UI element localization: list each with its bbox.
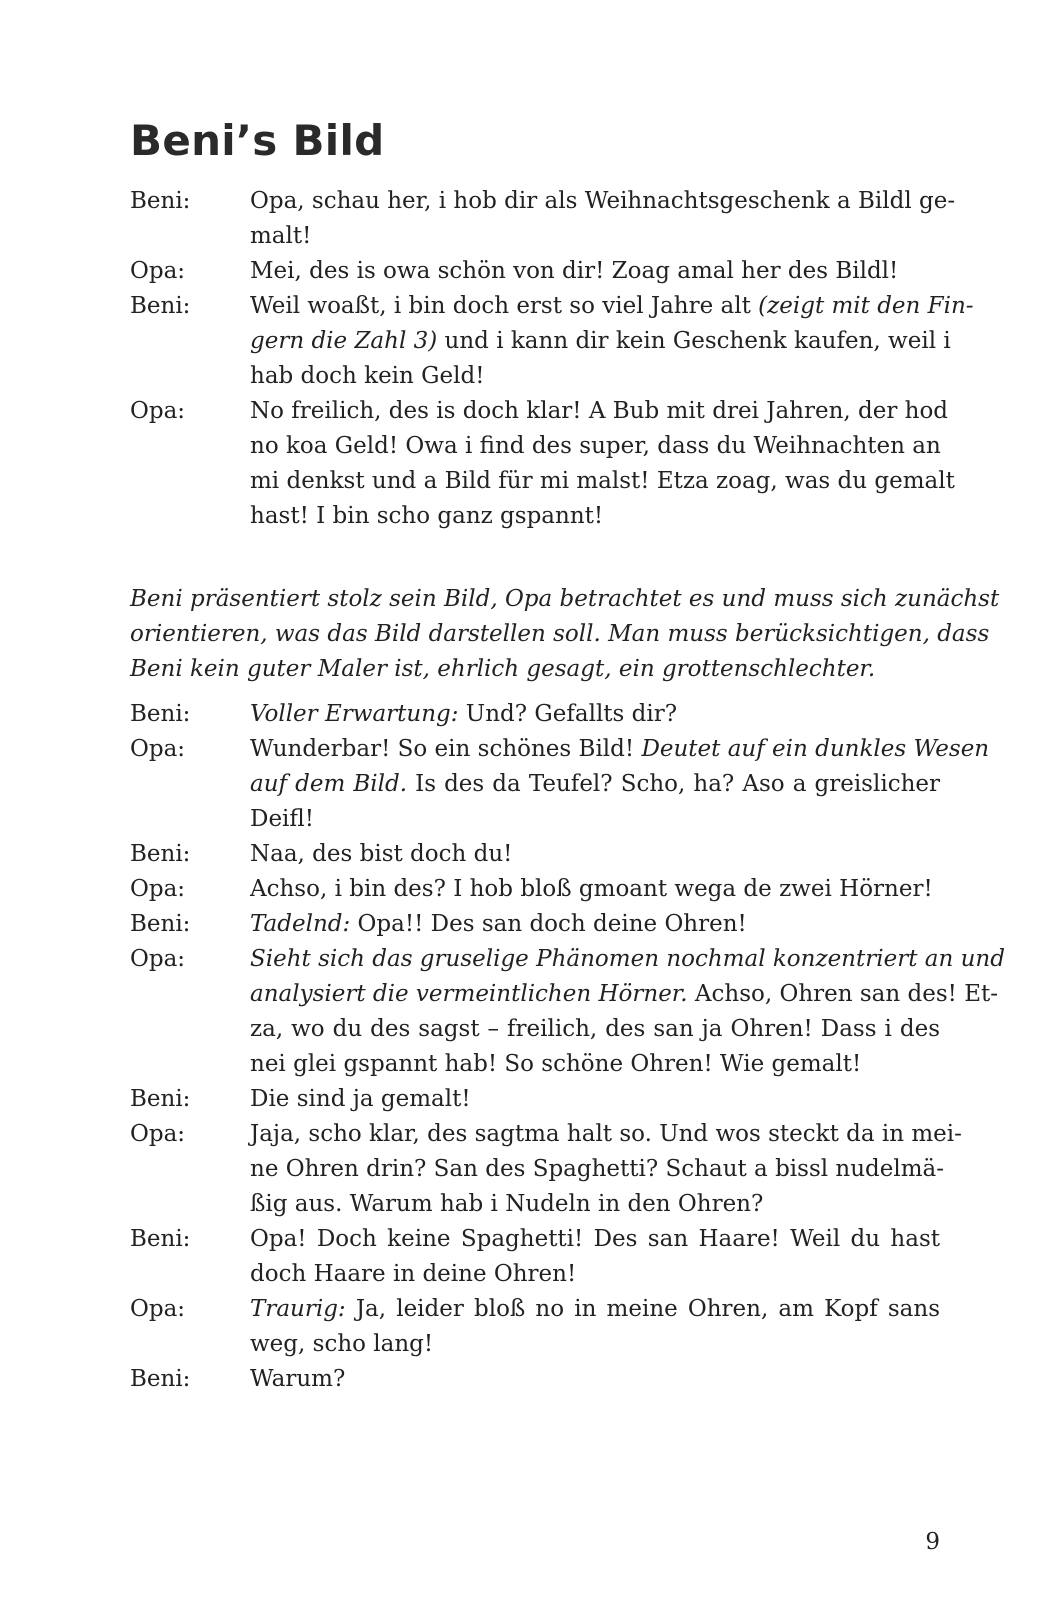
dialogue-text <box>250 1222 940 1257</box>
stage-note-text: analysiert die vermeintlichen Hörner. <box>250 981 688 1007</box>
stage-note-text: Voller Erwartung: <box>250 701 459 727</box>
stage-direction-line <box>130 617 990 652</box>
spoken-text: und i kann dir kein Geschenk kaufen, weil i <box>437 328 951 354</box>
stage-note-text: Deutet auf ein dunkles Wesen <box>641 736 990 762</box>
dialogue-text <box>250 219 940 254</box>
speaker-label: Beni: <box>130 1086 191 1112</box>
dialogue-line <box>130 907 940 942</box>
dialogue-text <box>250 1012 940 1047</box>
spoken-text: ßig aus. Warum hab i Nudeln in den Ohren? <box>250 1191 764 1217</box>
dialogue-text <box>250 767 940 802</box>
dialogue-text <box>250 499 940 534</box>
dialogue-section-1 <box>130 184 974 534</box>
spoken-text: Achso, Ohren san des! Et- <box>687 981 999 1007</box>
spoken-text: hast! I bin scho ganz gspannt! <box>250 503 604 529</box>
spoken-text: Wunderbar! So ein schönes Bild! <box>250 736 642 762</box>
spoken-text: ne Ohren drin? San des Spaghetti? Schaut a bissl nudelmä- <box>250 1156 945 1182</box>
dialogue-line <box>130 1047 940 1082</box>
stage-note-text: auf dem Bild. <box>250 771 408 797</box>
spoken-text: No freilich, des is doch klar! A Bub mit drei Jahren, der hod <box>250 398 949 424</box>
dialogue-text <box>250 942 1005 977</box>
stage-direction-line <box>130 582 1000 617</box>
stage-direction-line <box>130 652 940 687</box>
dialogue-text <box>250 802 940 837</box>
stage-direction <box>130 582 1000 687</box>
dialogue-line <box>130 289 974 324</box>
spoken-text: Jaja, scho klar, des sagtma halt so. Und wos steckt da in mei- <box>250 1121 962 1147</box>
stage-direction-text: orientieren, was das Bild darstellen soll. Man muss berücksichtigen, dass <box>130 621 990 647</box>
dialogue-section-2 <box>130 697 1005 1397</box>
dialogue-line <box>130 732 990 767</box>
dialogue-line <box>130 697 940 732</box>
dialogue-line <box>130 394 949 429</box>
dialogue-line <box>130 872 940 907</box>
speaker-label: Opa: <box>130 1121 186 1147</box>
stage-note-text: Traurig: <box>250 1296 346 1322</box>
spoken-text: Mei, des is owa schön von dir! Zoag amal her des Bildl! <box>250 258 899 284</box>
dialogue-text <box>250 1082 940 1117</box>
speaker-label: Beni: <box>130 1226 191 1252</box>
dialogue-text <box>250 1187 940 1222</box>
spoken-text: hab doch kein Geld! <box>250 363 485 389</box>
spoken-text: malt! <box>250 223 312 249</box>
speaker-label: Opa: <box>130 946 186 972</box>
speaker-label: Opa: <box>130 1296 186 1322</box>
speaker-label: Beni: <box>130 841 191 867</box>
stage-direction-text: Beni präsentiert stolz sein Bild, Opa betrachtet es und muss sich zunächst <box>130 586 1000 612</box>
speaker-label: Opa: <box>130 258 186 284</box>
dialogue-text <box>250 872 940 907</box>
dialogue-text <box>250 732 990 767</box>
spoken-text: Opa!! Des san doch deine Ohren! <box>350 911 747 937</box>
speaker-label: Opa: <box>130 736 186 762</box>
dialogue-text <box>250 907 940 942</box>
dialogue-text <box>250 254 940 289</box>
spoken-text: nei glei gspannt hab! So schöne Ohren! Wie gemalt! <box>250 1051 862 1077</box>
dialogue-text <box>250 359 940 394</box>
speaker-label: Beni: <box>130 1366 191 1392</box>
dialogue-line <box>130 1187 940 1222</box>
dialogue-text <box>250 1292 940 1327</box>
dialogue-text <box>250 1152 945 1187</box>
speaker-label: Beni: <box>130 293 191 319</box>
dialogue-text <box>250 1362 940 1397</box>
dialogue-line <box>130 802 940 837</box>
spoken-text: Warum? <box>250 1366 346 1392</box>
dialogue-text <box>250 1047 940 1082</box>
dialogue-text <box>250 184 956 219</box>
dialogue-line <box>130 219 940 254</box>
page-title: Beni’s Bild <box>130 116 385 165</box>
dialogue-line <box>130 1117 962 1152</box>
stage-note-text: Sieht sich das gruselige Phänomen nochmal konzentriert an und <box>250 946 1005 972</box>
dialogue-line <box>130 1292 940 1327</box>
dialogue-line <box>130 254 940 289</box>
spoken-text: mi denkst und a Bild für mi malst! Etza zoag, was du gemalt <box>250 468 955 494</box>
dialogue-line <box>130 942 1005 977</box>
dialogue-text <box>250 1327 940 1362</box>
stage-note-text: gern die Zahl 3) <box>250 328 438 354</box>
spoken-text: Weil woaßt, i bin doch erst so viel Jahre alt <box>250 293 759 319</box>
stage-note-text: Tadelnd: <box>250 911 351 937</box>
stage-note-text: (zeigt mit den Fin- <box>758 293 974 319</box>
dialogue-text <box>250 837 940 872</box>
spoken-text: Naa, des bist doch du! <box>250 841 513 867</box>
dialogue-line <box>130 429 940 464</box>
speaker-label: Beni: <box>130 701 191 727</box>
speaker-label: Opa: <box>130 876 186 902</box>
dialogue-text <box>250 289 974 324</box>
spoken-text: Opa, schau her, i hob dir als Weihnachtsgeschenk a Bildl ge- <box>250 188 956 214</box>
dialogue-line <box>130 977 999 1012</box>
speaker-label: Opa: <box>130 398 186 424</box>
spoken-text: Und? Gefallts dir? <box>458 701 678 727</box>
dialogue-text <box>250 1117 962 1152</box>
dialogue-text <box>250 429 940 464</box>
spoken-text: no koa Geld! Owa i find des super, dass du Weihnachten an <box>250 433 941 459</box>
speaker-label: Beni: <box>130 188 191 214</box>
dialogue-line <box>130 767 940 802</box>
dialogue-line <box>130 1082 940 1117</box>
dialogue-line <box>130 1327 940 1362</box>
spoken-text: weg, scho lang! <box>250 1331 434 1357</box>
dialogue-text <box>250 464 955 499</box>
dialogue-line <box>130 837 940 872</box>
dialogue-line <box>130 1222 940 1257</box>
stage-direction-text: Beni kein guter Maler ist, ehrlich gesagt, ein grottenschlechter. <box>130 656 876 682</box>
spoken-text: Achso, i bin des? I hob bloß gmoant wega de zwei Hörner! <box>250 876 933 902</box>
speaker-label: Beni: <box>130 911 191 937</box>
page-number: 9 <box>925 1529 940 1555</box>
dialogue-line <box>130 1257 940 1292</box>
spoken-text: doch Haare in deine Ohren! <box>250 1261 577 1287</box>
dialogue-text <box>250 1257 940 1292</box>
spoken-text: Ja, leider bloß no in meine Ohren, am Kopf sans <box>345 1296 940 1322</box>
dialogue-text <box>250 977 999 1012</box>
dialogue-line <box>130 324 951 359</box>
dialogue-line <box>130 184 956 219</box>
dialogue-text <box>250 324 951 359</box>
dialogue-line <box>130 1152 945 1187</box>
dialogue-line <box>130 1012 940 1047</box>
dialogue-line <box>130 359 940 394</box>
spoken-text: Die sind ja gemalt! <box>250 1086 471 1112</box>
dialogue-line <box>130 464 955 499</box>
spoken-text: za, wo du des sagst – freilich, des san ja Ohren! Dass i des <box>250 1016 940 1042</box>
dialogue-line <box>130 1362 940 1397</box>
spoken-text: Opa! Doch keine Spaghetti! Des san Haare! Weil du hast <box>250 1226 940 1252</box>
spoken-text: Deifl! <box>250 806 314 832</box>
dialogue-text <box>250 394 949 429</box>
dialogue-line <box>130 499 940 534</box>
dialogue-text <box>250 697 940 732</box>
spoken-text: Is des da Teufel? Scho, ha? Aso a greislicher <box>407 771 940 797</box>
